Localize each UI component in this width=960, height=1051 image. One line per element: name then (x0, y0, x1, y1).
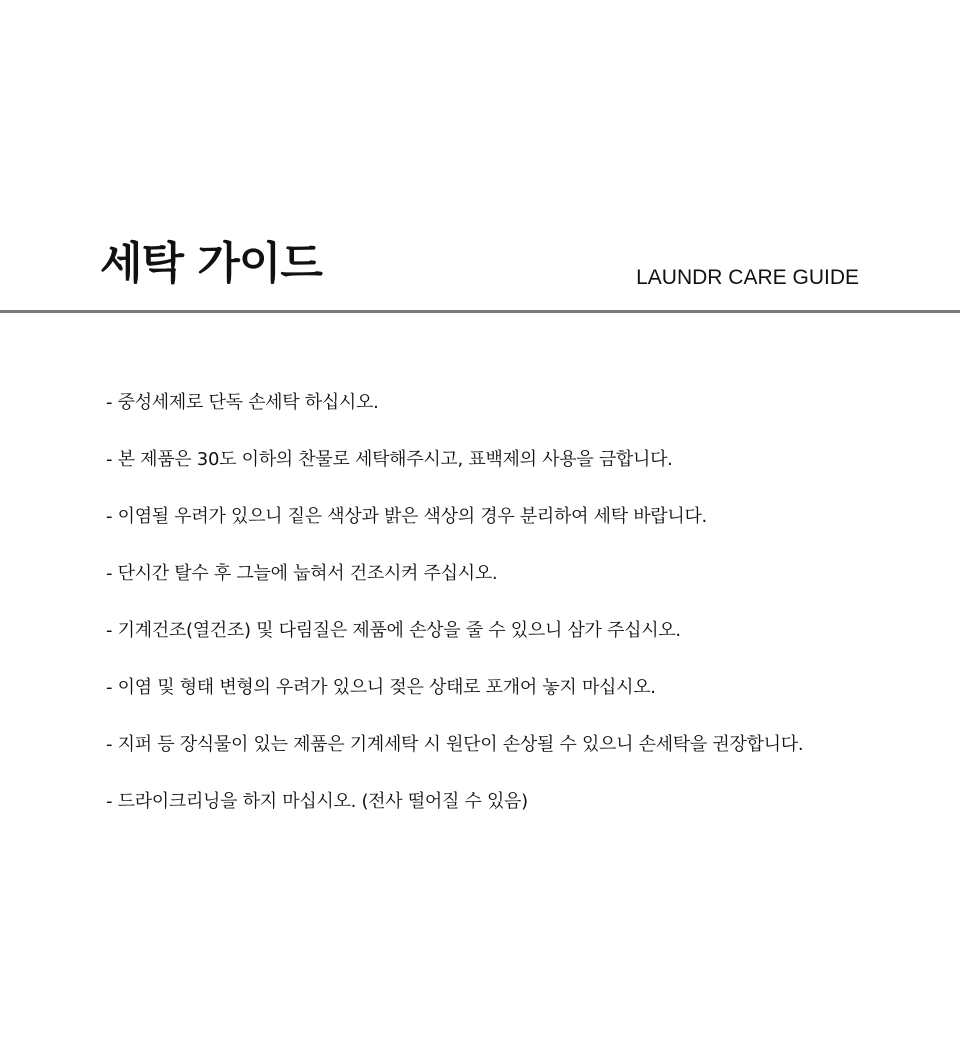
header-divider (0, 310, 960, 313)
page-header (0, 0, 960, 313)
care-guide-item: - 이염될 우려가 있으니 짙은 색상과 밝은 색상의 경우 분리하여 세탁 바랍니다. (106, 506, 707, 527)
care-guide-item: - 중성세제로 단독 손세탁 하십시오. (106, 392, 379, 413)
care-guide-item: - 기계건조(열건조) 및 다림질은 제품에 손상을 줄 수 있으니 삼가 주십시오. (106, 620, 681, 641)
page-title: 세탁 가이드 (100, 238, 322, 289)
care-guide-item: - 지퍼 등 장식물이 있는 제품은 기계세탁 시 원단이 손상될 수 있으니 손세탁을 권장합니다. (106, 734, 804, 755)
care-guide-list (106, 386, 926, 842)
care-guide-item: - 단시간 탈수 후 그늘에 눕혀서 건조시켜 주십시오. (106, 563, 498, 584)
care-guide-item: - 드라이크리닝을 하지 마십시오. (전사 떨어질 수 있음) (106, 791, 528, 812)
care-guide-item: - 이염 및 형태 변형의 우려가 있으니 젖은 상태로 포개어 놓지 마십시오. (106, 677, 656, 698)
page-subtitle: LAUNDR CARE GUIDE (636, 266, 859, 289)
care-guide-item: - 본 제품은 30도 이하의 찬물로 세탁해주시고, 표백제의 사용을 금합니다. (106, 449, 673, 470)
